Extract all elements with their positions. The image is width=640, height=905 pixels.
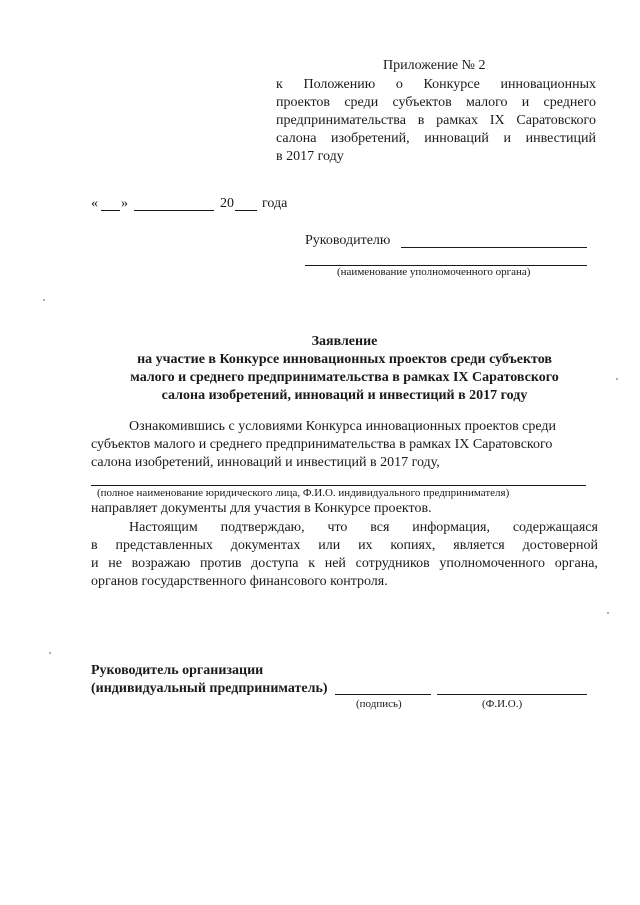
word: или [318,538,341,553]
word: достоверной [522,538,598,553]
word: и [503,131,511,146]
signature-role: Руководитель организации [91,663,264,678]
paragraph-confirmation-line-2 [91,537,598,555]
word: Настоящим [129,520,198,535]
paragraph-intro-line-2: субъектов малого и среднего предпринимательства в рамках IX Саратовского [91,437,553,452]
word: документах [230,538,301,553]
scan-speck [43,299,45,301]
word: Конкурсе [423,77,480,92]
word: вся [370,520,390,535]
date-close-quote: » [121,196,128,211]
word: о [395,77,403,92]
applicant-caption: (полное наименование юридического лица, Ф.И.О. индивидуального предпринимателя) [97,487,510,499]
word: сотрудников [355,556,430,571]
full-name-caption: (Ф.И.О.) [482,698,523,710]
appendix-line-3 [276,112,596,130]
date-year-suffix: года [262,196,288,211]
word: IX [489,113,505,128]
full-name-blank[interactable] [437,694,587,695]
word: против [199,556,242,571]
paragraph-intro-line-3: салона изобретений, инноваций и инвестиций в 2017 году, [91,455,440,470]
word: содержащаяся [512,520,598,535]
authority-caption: (наименование уполномоченного органа) [337,266,531,278]
word: представленных [115,538,213,553]
statement-subtitle-3: салона изобретений, инноваций и инвестиций в 2017 году [161,388,528,403]
signature-blank[interactable] [335,694,431,695]
paragraph-confirmation-line-1 [91,519,598,537]
scan-speck [49,652,51,654]
word: Положению [303,77,376,92]
word: в [91,538,98,553]
word: среди [344,95,379,110]
word: возражаю [131,556,191,571]
word: проектов [276,95,331,110]
appendix-line-4 [276,130,596,148]
appendix-line-2 [276,94,596,112]
word: доступа [251,556,299,571]
appendix-title: Приложение № 2 [383,58,486,73]
scan-speck [607,612,609,614]
word: среднего [543,95,596,110]
signature-role-note: (индивидуальный предприниматель) [91,681,328,696]
paragraph-confirmation-line-3 [91,555,598,573]
word: органа, [554,556,598,571]
paragraph-intro-line-1: Ознакомившись с условиями Конкурса инновационных проектов среди [129,419,557,434]
word: является [453,538,505,553]
word: уполномоченного [439,556,546,571]
word: подтверждаю, [220,520,305,535]
statement-title: Заявление [311,334,378,349]
date-year-prefix: 20 [220,196,234,211]
paragraph-confirmation-line-4: органов государственного финансового контроля. [91,574,388,589]
paragraph-intro-line-4: направляет документы для участия в Конкурсе проектов. [91,501,432,516]
paragraph-confirmation [91,519,598,591]
word: изобретений, [331,131,410,146]
addressee-blank[interactable] [401,247,587,248]
appendix-description [276,76,596,166]
date-year-blank[interactable] [235,210,257,211]
word: к [308,556,316,571]
word: и [91,556,99,571]
word: в [417,113,425,128]
date-month-blank[interactable] [134,210,214,211]
word: инвестиций [525,131,596,146]
word: рамках [436,113,479,128]
signature-caption: (подпись) [356,698,402,710]
statement-subtitle-2: малого и среднего предпринимательства в рамках IX Саратовского [130,370,559,385]
word: субъектов [392,95,452,110]
date-open-quote: « [91,196,98,211]
word: не [108,556,122,571]
word: салона [276,131,317,146]
word: информация, [412,520,490,535]
word: инновационных [500,77,596,92]
word: ней [324,556,346,571]
word: и [521,95,530,110]
word: инноваций [424,131,489,146]
appendix-line-1 [276,76,596,94]
word: их [358,538,373,553]
paragraph-intro [91,418,598,472]
word: копиях, [390,538,436,553]
scan-speck [616,378,618,380]
date-day-blank[interactable] [101,210,120,211]
word: к [276,77,283,92]
statement-subtitle-1: на участие в Конкурсе инновационных проектов среди субъектов [137,352,552,367]
word: малого [465,95,508,110]
appendix-line-5: в 2017 году [276,149,344,164]
word: предпринимательства [276,113,406,128]
word: Саратовского [516,113,596,128]
addressee-label: Руководителю [305,233,391,248]
word: что [327,520,348,535]
